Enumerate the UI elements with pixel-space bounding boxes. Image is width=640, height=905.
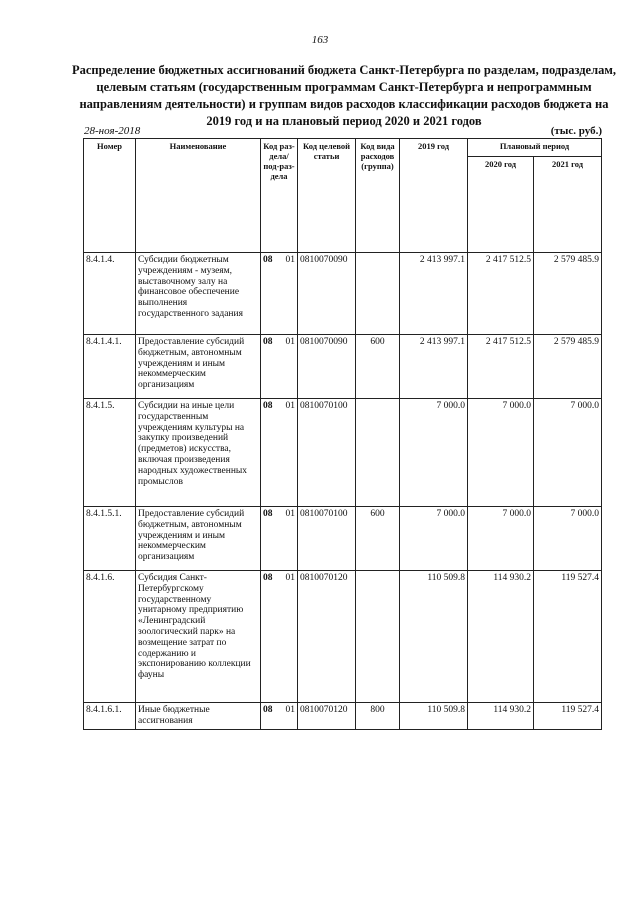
- row-number: 8.4.1.4.: [84, 253, 136, 335]
- row-expense-code: [356, 399, 400, 507]
- row-section-code: 08: [261, 571, 278, 703]
- table-row: [84, 703, 602, 730]
- row-name: Субсидии на иные цели государственным учреждениям культуры на закупку произведений (предметов) искусства, включая произведения народных художественных промыслов: [136, 399, 261, 507]
- row-number: 8.4.1.6.: [84, 571, 136, 703]
- table-row: [84, 253, 602, 335]
- row-target-code: 0810070120: [298, 703, 356, 730]
- row-subsection-code: 01: [278, 399, 298, 507]
- row-expense-code: 600: [356, 507, 400, 571]
- header-expense-code: Код вида расходов (группа): [356, 139, 400, 253]
- page-number: 163: [311, 34, 329, 46]
- row-2020-amount: 2 417 512.5: [468, 253, 534, 335]
- table-row: [84, 571, 602, 703]
- header-2021: 2021 год: [534, 157, 602, 253]
- row-name: Субсидии бюджетным учреждениям - музеям, выставочному залу на финансовое обеспечение выполнения государственного задания: [136, 253, 261, 335]
- row-number: 8.4.1.4.1.: [84, 335, 136, 399]
- row-expense-code: 600: [356, 335, 400, 399]
- row-name: Предоставление субсидий бюджетным, автономным учреждениям и иным некоммерческим организациям: [136, 335, 261, 399]
- row-target-code: 0810070090: [298, 335, 356, 399]
- row-subsection-code: 01: [278, 703, 298, 730]
- row-2019-amount: 7 000.0: [400, 507, 468, 571]
- row-2020-amount: 114 930.2: [468, 571, 534, 703]
- row-section-code: 08: [261, 507, 278, 571]
- header-2020: 2020 год: [468, 157, 534, 253]
- row-2021-amount: 2 579 485.9: [534, 253, 602, 335]
- header-2019: 2019 год: [400, 139, 468, 253]
- document-date: 28-ноя-2018: [84, 125, 141, 137]
- table-row: [84, 399, 602, 507]
- row-2019-amount: 110 509.8: [400, 571, 468, 703]
- row-number: 8.4.1.6.1.: [84, 703, 136, 730]
- row-subsection-code: 01: [278, 335, 298, 399]
- table-row: [84, 507, 602, 571]
- row-2021-amount: 7 000.0: [534, 399, 602, 507]
- row-section-code: 08: [261, 399, 278, 507]
- header-section-code: Код раз-дела/ под-раз-дела: [261, 139, 298, 253]
- row-2020-amount: 7 000.0: [468, 399, 534, 507]
- header-planned-period: Плановый период: [468, 139, 602, 157]
- row-number: 8.4.1.5.1.: [84, 507, 136, 571]
- row-2020-amount: 7 000.0: [468, 507, 534, 571]
- row-2021-amount: 119 527.4: [534, 703, 602, 730]
- row-2019-amount: 2 413 997.1: [400, 253, 468, 335]
- row-target-code: 0810070100: [298, 399, 356, 507]
- row-subsection-code: 01: [278, 253, 298, 335]
- row-section-code: 08: [261, 253, 278, 335]
- header-target-code: Код целевой статьи: [298, 139, 356, 253]
- row-2019-amount: 110 509.8: [400, 703, 468, 730]
- document-title: Распределение бюджетных ассигнований бюджета Санкт-Петербурга по разделам, подразделам, целевым статьям (государственным программам Санкт-Петербурга и непрограммным направлениям деятельности) и группам видов расходов классификации расходов бюджета на 2019 год и на плановый период 2020 и 2021 годов: [71, 63, 617, 128]
- row-2020-amount: 2 417 512.5: [468, 335, 534, 399]
- row-target-code: 0810070090: [298, 253, 356, 335]
- row-expense-code: [356, 571, 400, 703]
- row-subsection-code: 01: [278, 571, 298, 703]
- row-2019-amount: 2 413 997.1: [400, 335, 468, 399]
- row-2021-amount: 2 579 485.9: [534, 335, 602, 399]
- row-expense-code: [356, 253, 400, 335]
- row-2020-amount: 114 930.2: [468, 703, 534, 730]
- row-section-code: 08: [261, 703, 278, 730]
- row-subsection-code: 01: [278, 507, 298, 571]
- header-number: Номер: [84, 139, 136, 253]
- row-expense-code: 800: [356, 703, 400, 730]
- budget-table: [83, 138, 602, 730]
- row-name: Иные бюджетные ассигнования: [136, 703, 261, 730]
- row-name: Предоставление субсидий бюджетным, автономным учреждениям и иным некоммерческим организациям: [136, 507, 261, 571]
- row-2021-amount: 119 527.4: [534, 571, 602, 703]
- row-number: 8.4.1.5.: [84, 399, 136, 507]
- row-2019-amount: 7 000.0: [400, 399, 468, 507]
- row-target-code: 0810070100: [298, 507, 356, 571]
- units-label: (тыс. руб.): [550, 125, 602, 137]
- row-2021-amount: 7 000.0: [534, 507, 602, 571]
- row-target-code: 0810070120: [298, 571, 356, 703]
- row-name: Субсидия Санкт-Петербургскому государственному унитарному предприятию «Ленинградский зоологический парк» на возмещение затрат по содержанию и экспонированию коллекции фауны: [136, 571, 261, 703]
- header-name: Наименование: [136, 139, 261, 253]
- table-row: [84, 335, 602, 399]
- row-section-code: 08: [261, 335, 278, 399]
